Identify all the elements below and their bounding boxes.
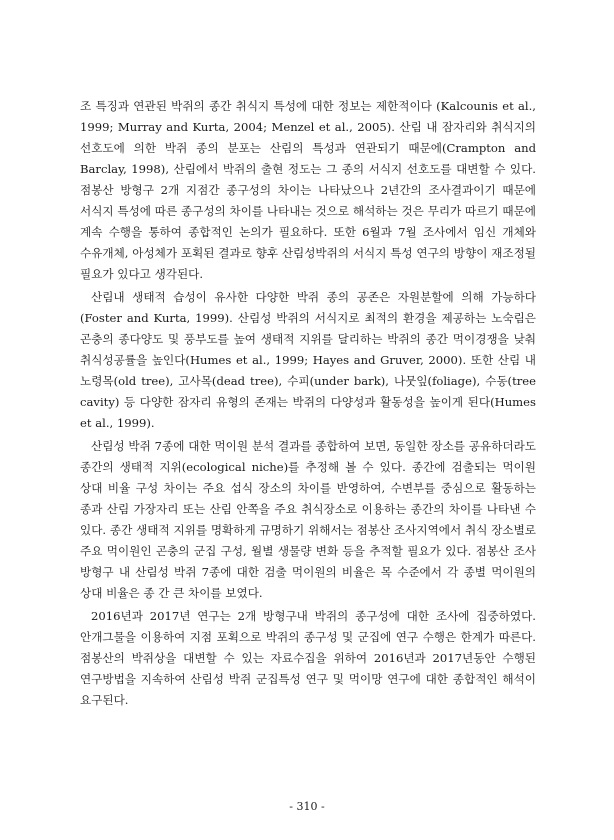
paragraph-4: 2016년과 2017년 연구는 2개 방형구내 박쥐의 종구성에 대한 조사에 집중하였다. 안개그물을 이용하여 지점 포획으로 박쥐의 종구성 및 군집에 연구 수행은 한계가 따른다. 점봉산의 박쥐상을 대변할 수 있는 자료수집을 위하여 2016년과 2017년동안 수행된 연구방법을 지속하여 산림성 박쥐 군집특성 연구 및 먹이망 연구에 대한 종합적인 해석이 요구된다. [80,609,536,707]
body-text [80,96,536,711]
paragraph-2: 산림내 생태적 습성이 유사한 다양한 박쥐 종의 공존은 자원분할에 의해 가능하다(Foster and Kurta, 1999). 산림성 박쥐의 서식지로 최적의 환경을 제공하는 노숙림은 곤충의 종다양도 및 풍부도를 높여 생태적 지위를 달리하는 박쥐의 종간 먹이경쟁을 낮춰 취식성공률을 높인다(Humes et al., 1999; Hayes and Gruver, 2000). 또한 산림 내 노령목(old tree), 고사목(dead tree), 수피(under bark), 나뭇잎(foliage), 수동(tree cavity) 등 다양한 잠자리 유형의 존재는 박쥐의 다양성과 활동성을 높이게 된다(Humes et al., 1999). [80,290,536,430]
page-number: - 310 - [289,800,325,813]
paragraph-1: 조 특징과 연관된 박쥐의 종간 취식지 특성에 대한 정보는 제한적이다 (Kalcounis et al., 1999; Murray and Kurta, 2004; Menzel et al., 2005). 산림 내 잠자리와 취식지의 선호도에 의한 박쥐 종의 분포는 산림의 특성과 연관되기 때문에(Crampton and Barclay, 1998), 산림에서 박쥐의 출현 정도는 그 종의 서식지 선호도를 대변할 수 있다. 점봉산 방형구 2개 지점간 종구성의 차이는 나타났으나 2년간의 조사결과이기 때문에 서식지 특성에 따른 종구성의 차이를 나타내는 것으로 해석하는 것은 무리가 따르기 때문에 계속 수행을 통하여 종합적인 논의가 필요하다. 또한 6월과 7월 조사에서 임신 개체와 수유개체, 아성체가 포획된 결과로 향후 산림성박쥐의 서식지 특성 연구의 방향이 재조정될 필요가 있다고 생각된다. [80,99,536,281]
paragraph-3: 산림성 박쥐 7종에 대한 먹이원 분석 결과를 종합하여 보면, 동일한 장소를 공유하더라도 종간의 생태적 지위(ecological niche)를 추정해 볼 수 있다. 종간에 검출되는 먹이원 상대 비율 구성 차이는 주요 섭식 장소의 차이를 반영하여, 수변부를 중심으로 활동하는 종과 산림 가장자리 또는 산림 안쪽을 주요 취식장소로 이용하는 종간의 차이를 나타낸 수 있다. 종간 생태적 지위를 명확하게 규명하기 위해서는 점봉산 조사지역에서 취식 장소별로 주요 먹이원인 곤충의 군집 구성, 월별 생물량 변화 등을 추적할 필요가 있다. 점봉산 조사 방형구 내 산림성 박쥐 7종에 대한 검출 먹이원의 비율은 목 수준에서 각 종별 먹이원의 상대 비율은 종 간 큰 차이를 보였다. [80,439,536,600]
